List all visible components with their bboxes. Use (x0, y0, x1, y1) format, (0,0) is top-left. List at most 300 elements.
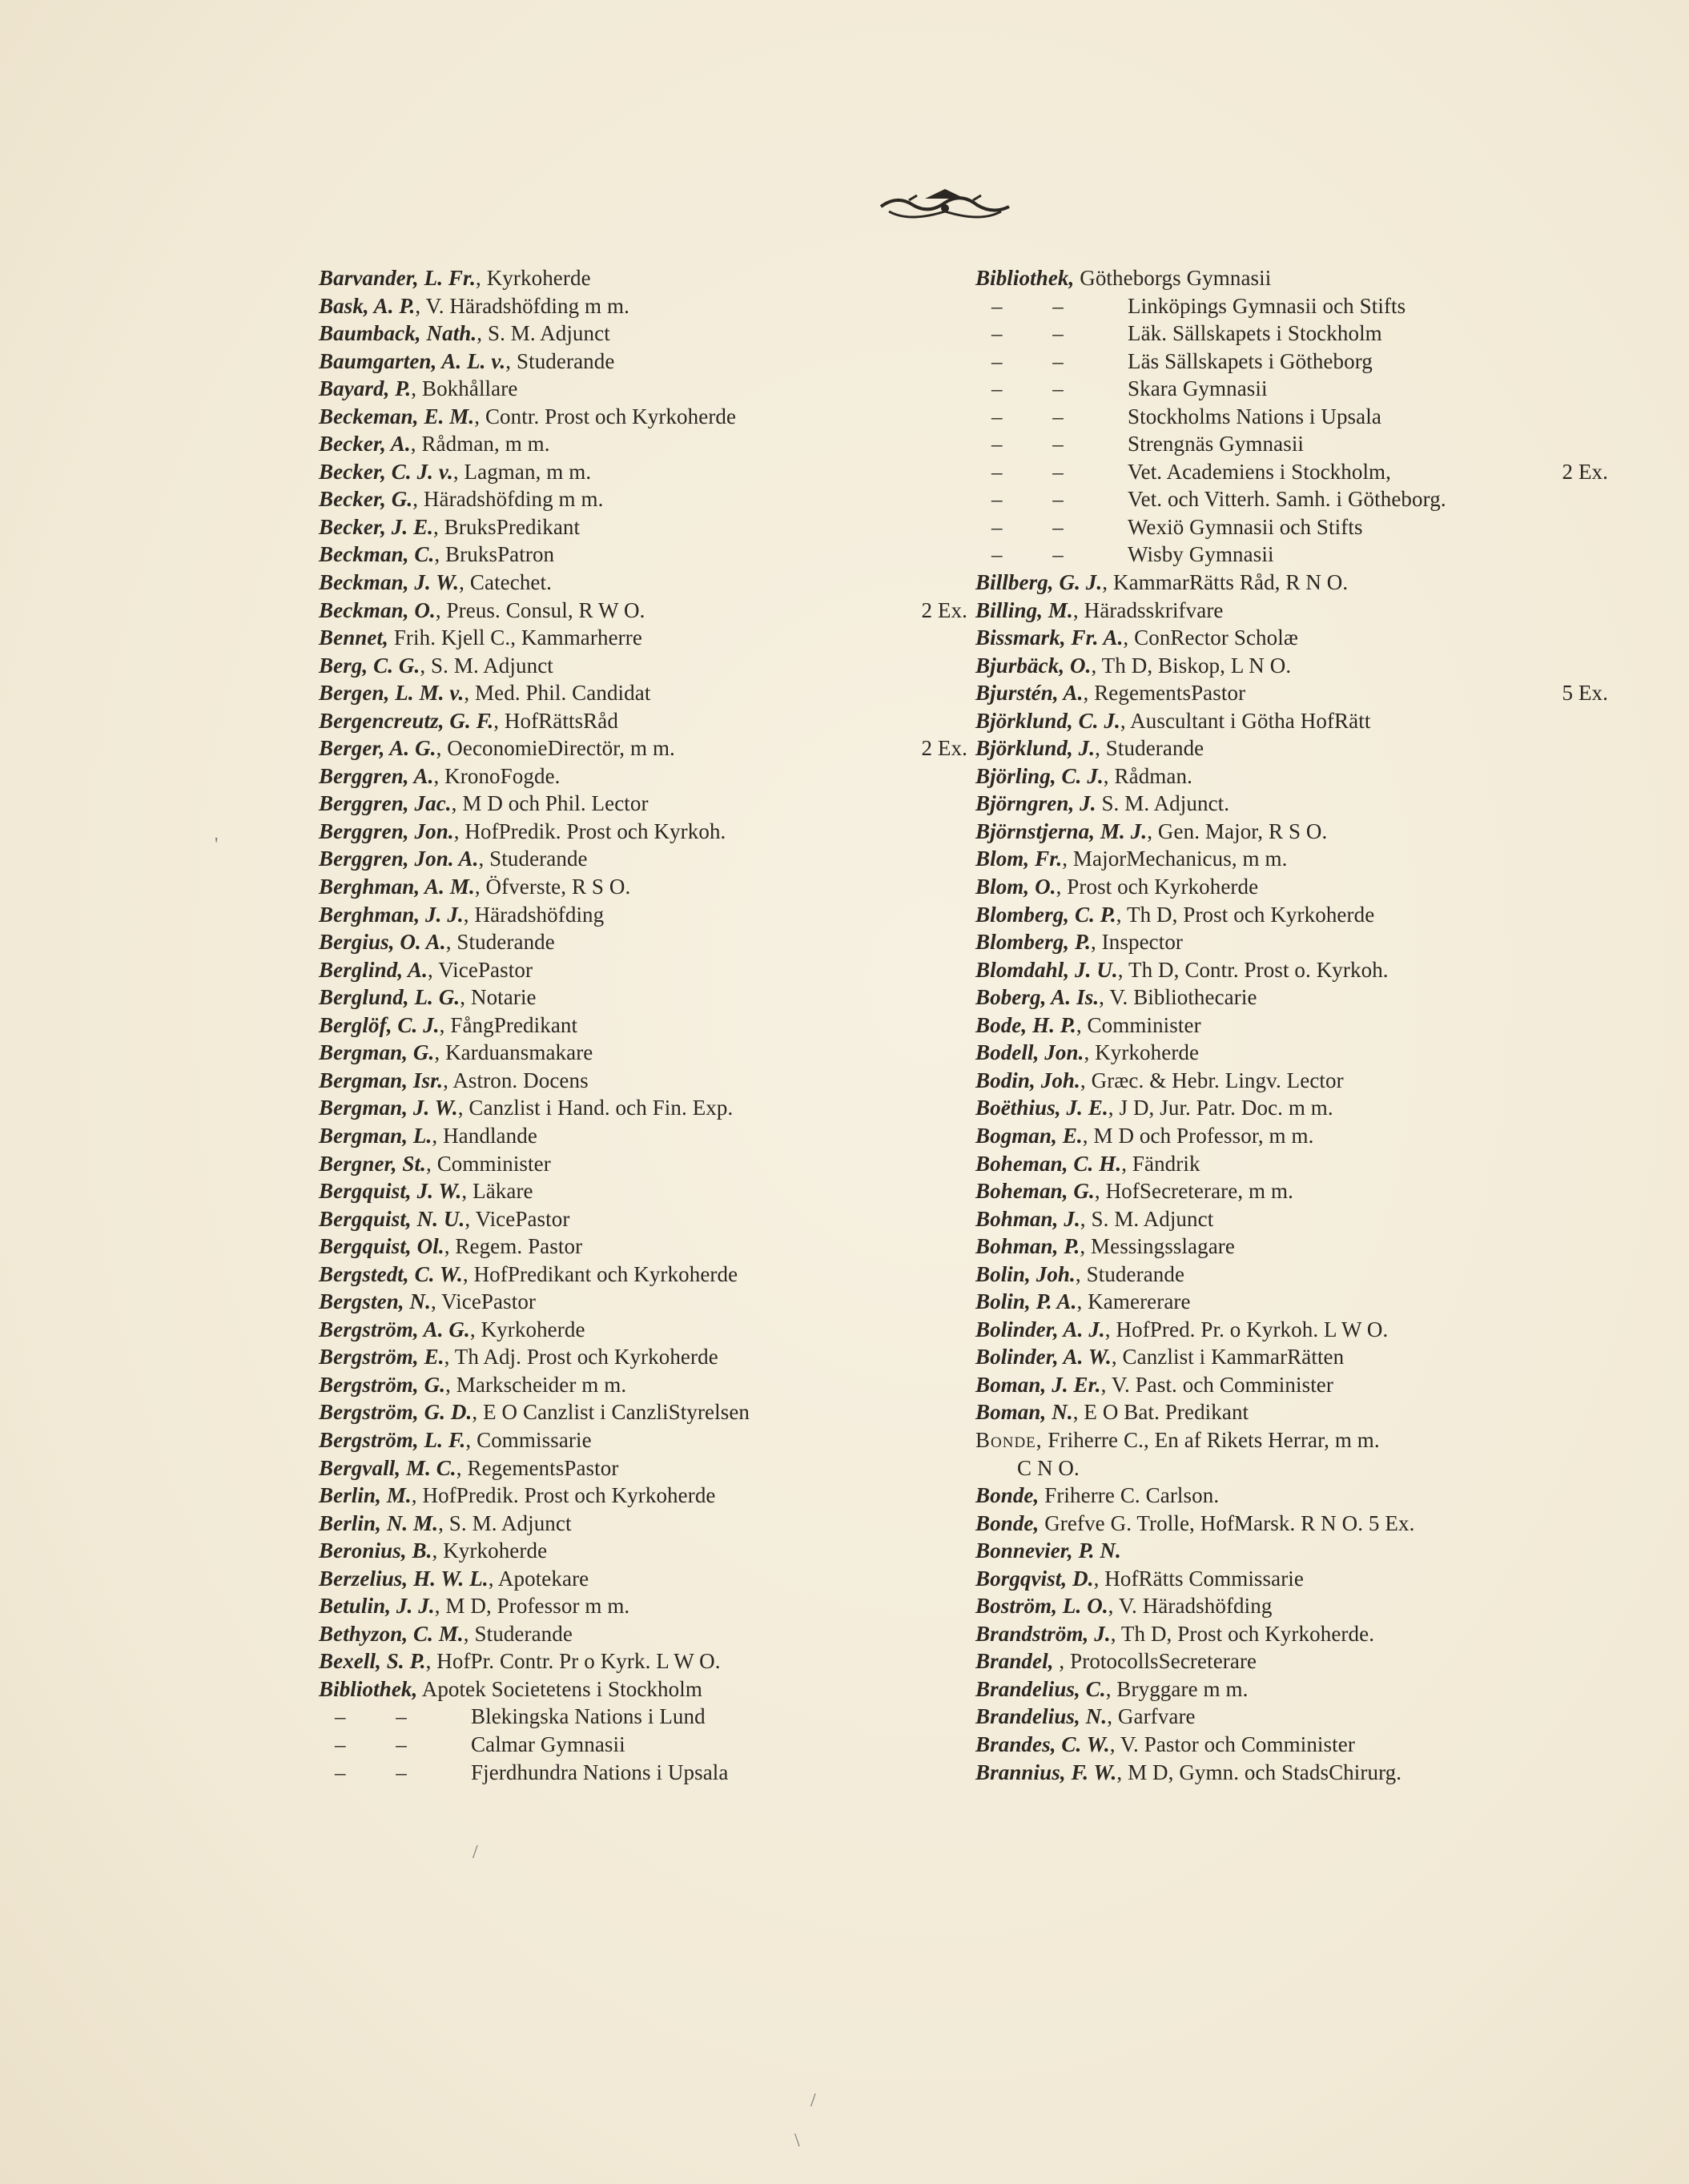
entry-description: Frih. Kjell C., Kammarherre (388, 625, 642, 650)
entry-description: , Comminister (1076, 1012, 1201, 1037)
entry-description: Vet. och Vitterh. Samh. i Götheborg. (1128, 487, 1446, 512)
entry-name: Billing, M. (975, 597, 1073, 622)
register-entry (319, 1177, 967, 1205)
register-entry-continuation (975, 292, 1608, 320)
register-entry (975, 1150, 1608, 1178)
register-entry (975, 1592, 1608, 1620)
register-entry (975, 1759, 1608, 1787)
entry-description: , RegementsPastor (1083, 681, 1246, 706)
register-entry (975, 1454, 1608, 1482)
entry-name: Bergman, Isr. (319, 1068, 444, 1092)
entry-name: Beckeman, E. M. (319, 404, 475, 428)
entry-description: , Lagman, m m. (452, 459, 592, 484)
entry-name: Becker, C. J. v. (319, 459, 453, 484)
entry-description: , Häradsskrifvare (1072, 597, 1224, 622)
entry-name: Brandelius, N. (975, 1704, 1108, 1729)
register-entry-continuation (975, 375, 1608, 403)
register-entry (319, 1647, 967, 1675)
entry-name: Bergstedt, C. W. (319, 1261, 463, 1286)
entry-description: , Canzlist i KammarRätten (1111, 1345, 1345, 1370)
register-entry (319, 541, 967, 569)
register-entry (319, 762, 967, 790)
register-entry-continuation (319, 1731, 967, 1759)
ditto-dashes: – – (335, 1732, 429, 1756)
register-entry (319, 624, 967, 652)
register-entry (975, 956, 1608, 984)
entry-description: Läs Sällskapets i Götheborg (1128, 348, 1373, 373)
register-entry (319, 1510, 967, 1538)
entry-name: Brannius, F. W. (975, 1760, 1117, 1784)
register-entry (319, 1205, 967, 1233)
entry-name: Boberg, A. Is. (975, 985, 1100, 1010)
copies-count: 2 Ex. (921, 736, 967, 761)
register-entry (975, 762, 1608, 790)
register-entry (975, 1205, 1608, 1233)
entry-description: , Studerande (1075, 1261, 1185, 1286)
entry-description: , Handlande (432, 1123, 537, 1148)
entry-name: Berggren, A. (319, 763, 434, 788)
entry-name: Bibliothek, (975, 266, 1075, 290)
right-column (975, 264, 1608, 1786)
entry-description: , VicePastor (464, 1206, 570, 1231)
entry-description: , S. M. Adjunct (477, 321, 610, 346)
register-entry (319, 597, 967, 625)
entry-description: Blekingska Nations i Lund (471, 1704, 706, 1729)
entry-name: Berlin, N. M. (319, 1510, 439, 1535)
entry-name: Brandes, C. W. (975, 1732, 1110, 1756)
entry-name: Betulin, J. J. (319, 1594, 435, 1619)
entry-name: Berghman, J. J. (319, 902, 464, 927)
entry-name: Becker, A. (319, 432, 411, 457)
entry-name: Bergquist, N. U. (319, 1206, 465, 1231)
register-entry (975, 1482, 1608, 1510)
entry-description: , M D, Gymn. och StadsChirurg. (1116, 1760, 1402, 1784)
entry-description: , Th D, Biskop, L N O. (1091, 653, 1292, 678)
register-entry-continuation (975, 485, 1608, 513)
ditto-dashes: – – (991, 376, 1086, 401)
register-entry (319, 292, 967, 320)
register-entry-continuation (319, 1759, 967, 1787)
entry-description: Grefve G. Trolle, HofMarsk. R N O. 5 Ex. (1039, 1510, 1415, 1535)
entry-name: Bergström, L. F. (319, 1427, 466, 1452)
entry-name: Becker, J. E. (319, 514, 434, 539)
entry-description: , Kyrkoherde (1084, 1040, 1200, 1065)
register-entry (319, 983, 967, 1012)
entry-name: Björnstjerna, M. J. (975, 818, 1148, 843)
entry-name: Bode, H. P. (975, 1012, 1076, 1037)
entry-name: Berger, A. G. (319, 736, 436, 761)
entry-name: Björklund, C. J. (975, 708, 1120, 733)
entry-name: Boström, L. O. (975, 1594, 1108, 1619)
entry-description: , S. M. Adjunct (420, 653, 553, 678)
entry-description: C N O. (1017, 1455, 1080, 1480)
register-entry (975, 1288, 1608, 1316)
ditto-dashes: – – (991, 321, 1086, 346)
entry-name: Bergner, St. (319, 1151, 426, 1176)
entry-name: Beckman, C. (319, 542, 435, 567)
entry-description: Friherre C., En af Rikets Herrar, m m. (1042, 1427, 1380, 1452)
register-entry (319, 1288, 967, 1316)
entry-name: Bodell, Jon. (975, 1040, 1084, 1065)
entry-description: , Græc. & Hebr. Lingv. Lector (1080, 1068, 1344, 1092)
register-entry (975, 1122, 1608, 1150)
entry-description: , BruksPatron (434, 542, 555, 567)
copies-count: 5 Ex. (1562, 681, 1608, 706)
register-entry (319, 1316, 967, 1344)
entry-description: , Inspector (1090, 930, 1184, 955)
entry-description: , Th D, Prost och Kyrkoherde (1116, 902, 1375, 927)
register-entry (319, 901, 967, 929)
entry-name: Berggren, Jac. (319, 791, 452, 816)
entry-name: Bergius, O. A. (319, 930, 446, 955)
register-entry (319, 1426, 967, 1454)
entry-description: , RegementsPastor (456, 1455, 619, 1480)
entry-name: Boheman, C. H. (975, 1151, 1122, 1176)
entry-name: Bergsten, N. (319, 1289, 431, 1314)
entry-description: , Auscultant i Götha HofRätt (1120, 708, 1371, 733)
ditto-dashes: – – (991, 459, 1086, 484)
entry-name: Berglöf, C. J. (319, 1012, 440, 1037)
register-entry (975, 679, 1608, 707)
register-entry (975, 569, 1608, 597)
entry-name: Blomdahl, J. U. (975, 957, 1118, 982)
left-column (319, 264, 967, 1786)
entry-name: Bergström, E. (319, 1345, 444, 1370)
entry-description: , HofPredik. Prost och Kyrkoherde (411, 1483, 716, 1508)
register-entry (975, 845, 1608, 873)
register-entry (319, 1122, 967, 1150)
ditto-dashes: – – (991, 514, 1086, 539)
entry-description: , Karduansmakare (434, 1040, 593, 1065)
entry-description: , V. Past. och Comminister (1100, 1372, 1333, 1397)
register-entry (319, 458, 967, 486)
entry-description: Friherre C. Carlson. (1039, 1483, 1220, 1508)
register-entry (319, 348, 967, 376)
register-entry (975, 1039, 1608, 1067)
entry-description: , HofPred. Pr. o Kyrkoh. L W O. (1104, 1317, 1389, 1341)
entry-description: , Garfvare (1107, 1704, 1196, 1729)
register-entry (975, 1343, 1608, 1371)
register-entry (319, 1371, 967, 1399)
register-entry (319, 1592, 967, 1620)
entry-name: Bonnevier, P. N. (975, 1538, 1121, 1563)
entry-description: S. M. Adjunct. (1096, 791, 1230, 816)
entry-description: , E O Canzlist i CanzliStyrelsen (472, 1400, 750, 1425)
entry-name: Blomberg, P. (975, 930, 1091, 955)
entry-name: Bennet, (319, 625, 388, 650)
ditto-dashes: – – (991, 432, 1086, 457)
register-entry (319, 873, 967, 901)
entry-description: , Th D, Contr. Prost o. Kyrkoh. (1117, 957, 1389, 982)
register-entry-continuation (975, 458, 1608, 486)
entry-description: Strengnäs Gymnasii (1128, 432, 1305, 457)
entry-name: Bolinder, A. J. (975, 1317, 1105, 1341)
register-entry (319, 1565, 967, 1593)
entry-description: , OeconomieDirectör, m m. (436, 736, 675, 761)
entry-name: Bolin, P. A. (975, 1289, 1077, 1314)
entry-name: Berzelius, H. W. L. (319, 1566, 489, 1591)
entry-description: , Studerande (1095, 736, 1204, 761)
entry-description: , HofPredik. Prost och Kyrkoh. (453, 818, 726, 843)
register-entry (975, 707, 1608, 735)
entry-description: Apotek Societetens i Stockholm (417, 1676, 702, 1701)
entry-description: , V. Häradshöfding m m. (415, 293, 629, 318)
entry-name: Boman, J. Er. (975, 1372, 1101, 1397)
entry-name: Bergquist, Ol. (319, 1234, 444, 1259)
register-entry-continuation (975, 541, 1608, 569)
entry-name: Bohman, J. (975, 1206, 1080, 1231)
entry-name: Blomberg, C. P. (975, 902, 1116, 927)
register-entry (319, 320, 967, 348)
register-entry (975, 873, 1608, 901)
register-entry (975, 624, 1608, 652)
register-entry (975, 1703, 1608, 1731)
entry-description: , Häradshöfding m m. (412, 487, 604, 512)
register-entry (975, 1537, 1608, 1565)
entry-name: Billberg, G. J. (975, 570, 1103, 595)
entry-name: Berghman, A. M. (319, 875, 475, 899)
entry-name: Borgqvist, D. (975, 1566, 1094, 1591)
entry-description: , MajorMechanicus, m m. (1062, 847, 1288, 871)
register-entry-continuation (975, 403, 1608, 431)
entry-name: Berglund, L. G. (319, 985, 460, 1010)
register-entry (319, 707, 967, 735)
register-entry (975, 1316, 1608, 1344)
entry-description: Stockholms Nations i Upsala (1128, 404, 1381, 428)
entry-name: Bonde, (975, 1483, 1040, 1508)
entry-description: , Th D, Prost och Kyrkoherde. (1110, 1621, 1375, 1646)
entry-description: , Kyrkoherde (432, 1538, 548, 1563)
entry-description: , Studerande (445, 930, 555, 955)
entry-name: Bibliothek, (319, 1676, 418, 1701)
entry-name: Baumback, Nath. (319, 321, 477, 346)
entry-description: , Studerande (505, 348, 615, 373)
entry-name: Berggren, Jon. A. (319, 847, 479, 871)
register-entry (975, 1177, 1608, 1205)
ditto-dashes: – – (991, 348, 1086, 373)
copies-count: 2 Ex. (921, 597, 967, 622)
entry-description: , Bryggare m m. (1105, 1676, 1249, 1701)
entry-description: , Prost och Kyrkoherde (1056, 875, 1259, 899)
entry-description: , Notarie (460, 985, 537, 1010)
register-entry (319, 403, 967, 431)
entry-name: Becker, G. (319, 487, 413, 512)
entry-name: Bonde, (975, 1427, 1043, 1452)
entry-description: , V. Bibliothecarie (1099, 985, 1257, 1010)
register-entry (975, 1510, 1608, 1538)
entry-description: , Astron. Docens (443, 1068, 589, 1092)
entry-name: Bergman, L. (319, 1123, 432, 1148)
printers-ornament (877, 183, 1013, 231)
entry-name: Bjurbäck, O. (975, 653, 1092, 678)
entry-name: Bogman, E. (975, 1123, 1083, 1148)
register-entry-continuation (975, 348, 1608, 376)
entry-description: , Catechet. (459, 570, 552, 595)
entry-name: Bexell, S. P. (319, 1649, 426, 1674)
entry-description: , Rådman. (1103, 763, 1192, 788)
register-entry (319, 430, 967, 458)
copies-count: 2 Ex. (1562, 459, 1608, 484)
register-entry (319, 652, 967, 680)
entry-name: Brandel, (975, 1649, 1054, 1674)
register-entry (975, 1371, 1608, 1399)
register-entry (319, 375, 967, 403)
entry-description: , Commissarie (465, 1427, 592, 1452)
entry-description: , Messingsslagare (1080, 1234, 1235, 1259)
register-entry (319, 734, 967, 762)
register-entry (319, 1482, 967, 1510)
entry-name: Baumgarten, A. L. v. (319, 348, 506, 373)
entry-description: , S. M. Adjunct (1080, 1206, 1214, 1231)
entry-description: , E O Bat. Predikant (1072, 1400, 1249, 1425)
register-entry (975, 1647, 1608, 1675)
ditto-dashes: – – (335, 1760, 429, 1784)
entry-description: , Comminister (426, 1151, 551, 1176)
entry-description: Götheborgs Gymnasii (1074, 266, 1272, 290)
entry-description: , Canzlist i Hand. och Fin. Exp. (457, 1096, 734, 1120)
register-entry (975, 1094, 1608, 1122)
entry-name: Berglind, A. (319, 957, 428, 982)
register-entry (319, 1454, 967, 1482)
entry-name: Boman, N. (975, 1400, 1073, 1425)
entry-description: , Studerande (478, 847, 588, 871)
entry-name: Bjurstén, A. (975, 681, 1084, 706)
register-entry (319, 1261, 967, 1289)
register-entry (975, 901, 1608, 929)
entry-name: Blom, O. (975, 875, 1056, 899)
entry-description: Wexiö Gymnasii och Stifts (1128, 514, 1363, 539)
entry-name: Bergencreutz, G. F. (319, 708, 494, 733)
entry-description: , Markscheider m m. (445, 1372, 627, 1397)
register-entry (975, 264, 1608, 292)
register-entry (319, 928, 967, 956)
entry-name: Björling, C. J. (975, 763, 1104, 788)
register-entry (975, 818, 1608, 846)
entry-description: , Häradshöfding (463, 902, 605, 927)
register-entry (319, 1675, 967, 1703)
register-entry (319, 1094, 967, 1122)
register-entry-continuation (975, 513, 1608, 541)
entry-description: , BruksPredikant (433, 514, 581, 539)
entry-name: Blom, Fr. (975, 847, 1063, 871)
entry-description: Linköpings Gymnasii och Stifts (1128, 293, 1406, 318)
ditto-dashes: – – (991, 293, 1086, 318)
register-entry (975, 1067, 1608, 1095)
entry-description: , Rådman, m m. (410, 432, 550, 457)
margin-mark: ' (215, 835, 219, 855)
register-entry (319, 1537, 967, 1565)
register-entry (975, 1398, 1608, 1426)
entry-description: , Preus. Consul, R W O. (435, 597, 645, 622)
register-entry (975, 652, 1608, 680)
entry-description: , Kyrkoherde (476, 266, 591, 290)
entry-name: Brandström, J. (975, 1621, 1111, 1646)
register-entry (319, 485, 967, 513)
register-entry-continuation (975, 430, 1608, 458)
entry-name: Bergström, G. D. (319, 1400, 473, 1425)
ditto-dashes: – – (991, 487, 1086, 512)
register-entry (319, 1343, 967, 1371)
entry-description: , HofSecreterare, m m. (1094, 1179, 1293, 1204)
entry-description: Skara Gymnasii (1128, 376, 1268, 401)
entry-name: Bissmark, Fr. A. (975, 625, 1124, 650)
register-entry (319, 679, 967, 707)
entry-description: , Th Adj. Prost och Kyrkoherde (444, 1345, 718, 1370)
register-entry (975, 1233, 1608, 1261)
entry-name: Björngren, J. (975, 791, 1096, 816)
margin-mark: / (810, 2090, 816, 2111)
entry-description: , Läkare (461, 1179, 533, 1204)
register-entry-continuation (975, 320, 1608, 348)
entry-name: Bergvall, M. C. (319, 1455, 456, 1480)
entry-name: Berggren, Jon. (319, 818, 454, 843)
register-entry-continuation (319, 1703, 967, 1731)
register-entry (975, 1261, 1608, 1289)
entry-description: Wisby Gymnasii (1128, 542, 1274, 567)
register-entry (975, 1675, 1608, 1703)
entry-description: , V. Pastor och Comminister (1109, 1732, 1355, 1756)
entry-description: , VicePastor (427, 957, 533, 982)
register-entry (319, 1012, 967, 1040)
register-entry (319, 1620, 967, 1648)
entry-description: , VicePastor (430, 1289, 537, 1314)
register-entry (319, 845, 967, 873)
register-entry (975, 1731, 1608, 1759)
register-entry (975, 1565, 1608, 1593)
entry-name: Bonde, (975, 1510, 1040, 1535)
entry-name: Bask, A. P. (319, 293, 416, 318)
entry-name: Boëthius, J. E. (975, 1096, 1108, 1120)
entry-description: , ConRector Scholæ (1123, 625, 1298, 650)
register-entry (319, 956, 967, 984)
register-entry (319, 513, 967, 541)
register-entry (319, 818, 967, 846)
entry-description: , Regem. Pastor (444, 1234, 583, 1259)
entry-description: , Gen. Major, R S O. (1147, 818, 1328, 843)
register-entry (975, 1620, 1608, 1648)
entry-description: , HofRätts Commissarie (1093, 1566, 1304, 1591)
entry-description: Vet. Academiens i Stockholm, (1128, 459, 1392, 484)
entry-name: Bolinder, A. W. (975, 1345, 1112, 1370)
entry-description: , V. Häradshöfding (1108, 1594, 1273, 1619)
entry-name: Bergman, J. W. (319, 1096, 458, 1120)
entry-description: , KammarRätts Råd, R N O. (1102, 570, 1349, 595)
entry-name: Bodin, Joh. (975, 1068, 1080, 1092)
entry-name: Beckman, O. (319, 597, 436, 622)
entry-description: , Kamererare (1076, 1289, 1191, 1314)
entry-description: , Med. Phil. Candidat (464, 681, 651, 706)
margin-mark: / (473, 1842, 478, 1863)
entry-description: Calmar Gymnasii (471, 1732, 625, 1756)
entry-description: , Kyrkoherde (469, 1317, 585, 1341)
entry-name: Berlin, M. (319, 1483, 412, 1508)
entry-description: , Fändrik (1121, 1151, 1200, 1176)
entry-name: Barvander, L. Fr. (319, 266, 476, 290)
entry-description: , Contr. Prost och Kyrkoherde (474, 404, 737, 428)
entry-description: , Studerande (463, 1621, 573, 1646)
entry-description: , J D, Jur. Patr. Doc. m m. (1108, 1096, 1333, 1120)
register-entry (975, 1012, 1608, 1040)
entry-name: Bethyzon, C. M. (319, 1621, 464, 1646)
register-entry (319, 1039, 967, 1067)
register-entry (319, 264, 967, 292)
entry-name: Beronius, B. (319, 1538, 432, 1563)
entry-name: Björklund, J. (975, 736, 1096, 761)
entry-name: Bayard, P. (319, 376, 412, 401)
entry-name: Bergquist, J. W. (319, 1179, 462, 1204)
register-entry (319, 1398, 967, 1426)
register-entry (975, 1426, 1608, 1454)
